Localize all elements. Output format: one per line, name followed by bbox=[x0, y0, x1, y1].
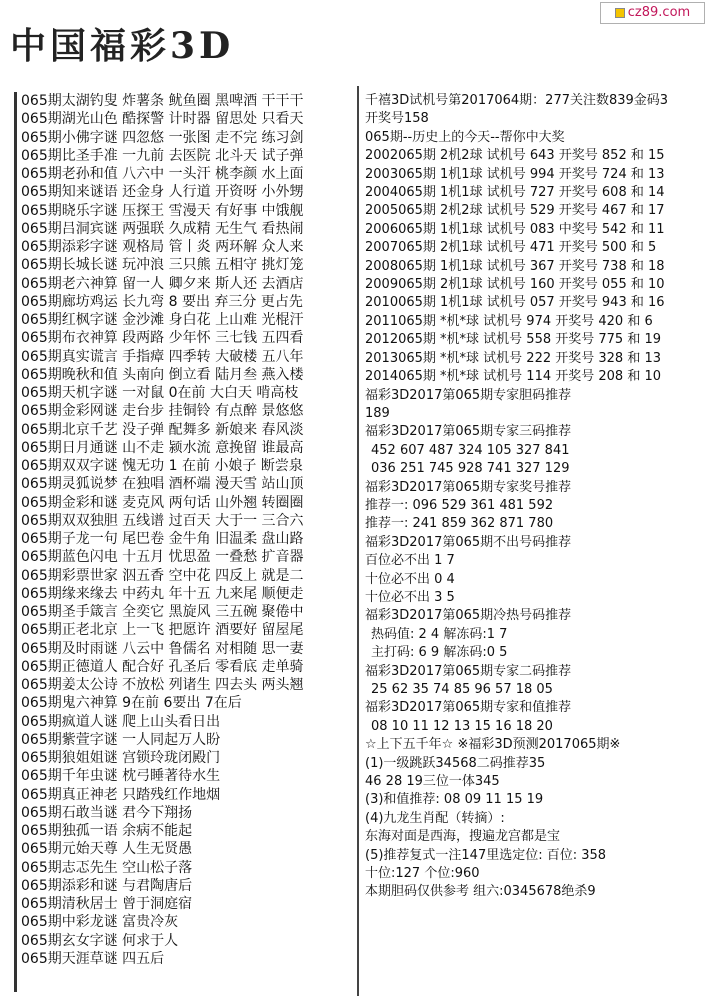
prediction-line: (5)推荐复式一注147里选定位: 百位: 358 bbox=[365, 847, 607, 863]
riddle-row: 065期晚秋和值 头南向 倒立看 陆月叁 燕入楼 bbox=[21, 366, 304, 383]
site-badge[interactable] bbox=[600, 2, 705, 24]
prediction-line: 十位:127 个位:960 bbox=[365, 866, 480, 882]
riddle-row: 065期太湖钓叟 炸薯条 鱿鱼圈 黑啤酒 干干干 bbox=[21, 93, 304, 109]
prediction-line: 热码值: 2 4 解冻码:1 7 bbox=[371, 626, 508, 642]
prediction-line: (1)一级跳跃34568二码推荐35 bbox=[365, 755, 546, 771]
site-logo-icon bbox=[615, 8, 625, 18]
riddle-row: 065期湖光山色 酷探警 计时器 留思处 只看天 bbox=[21, 111, 304, 128]
prediction-line: 2005065期 2机2球 试机号 529 开奖号 467 和 17 bbox=[365, 203, 665, 219]
prediction-line: 2002065期 2机2球 试机号 643 开奖号 852 和 15 bbox=[365, 148, 665, 164]
riddle-row: 065期长城长谜 玩冲浪 三只熊 五相守 挑灯笼 bbox=[21, 257, 304, 274]
riddle-row: 065期狼姐姐谜 宫锁玲珑闭殿门 bbox=[21, 750, 221, 766]
prediction-line: 065期--历史上的今天--帮你中大奖 bbox=[365, 129, 565, 145]
riddle-row: 065期廊坊鸡运 长九弯 8 要出 弃三分 更占先 bbox=[21, 293, 303, 310]
prediction-line: 452 607 487 324 105 327 841 bbox=[371, 442, 570, 458]
riddle-row: 065期布衣神算 段两路 少年怀 三七钱 五四看 bbox=[21, 330, 304, 347]
riddle-row: 065期姜太公诗 不放松 列诸生 四去头 两头翘 bbox=[21, 677, 304, 693]
riddle-row: 065期添彩字谜 观格局 管丨炎 两环解 众人来 bbox=[21, 239, 304, 255]
riddle-row: 065期正德道人 配合好 孔圣后 零看底 走单骑 bbox=[21, 658, 304, 675]
prediction-line: 百位必不出 1 7 bbox=[365, 553, 455, 569]
prediction-line: 开奖号158 bbox=[365, 111, 429, 127]
prediction-line: 2007065期 2机1球 试机号 471 开奖号 500 和 5 bbox=[365, 240, 657, 256]
prediction-line: 2010065期 1机1球 试机号 057 开奖号 943 和 16 bbox=[365, 295, 665, 311]
riddle-row: 065期日月通谜 山不走 颍水流 意挽留 谁最高 bbox=[21, 439, 304, 456]
prediction-line: 福彩3D2017第065期专家二码推荐 bbox=[365, 663, 572, 679]
prediction-line: 2006065期 1机1球 试机号 083 中奖号 542 和 11 bbox=[365, 221, 665, 237]
lottery-logo: 中国福彩3D bbox=[10, 25, 235, 67]
riddle-row: 065期彩票世家 泅五香 空中花 四反上 就是二 bbox=[21, 567, 304, 584]
prediction-line: 2013065期 *机*球 试机号 222 开奖号 328 和 13 bbox=[365, 350, 661, 366]
riddle-row: 065期天机字谜 一对鼠 0在前 大白天 啃高枝 bbox=[21, 385, 299, 401]
prediction-line: 福彩3D2017第065期不出号码推荐 bbox=[365, 534, 572, 550]
prediction-line: 2014065期 *机*球 试机号 114 开奖号 208 和 10 bbox=[365, 369, 661, 385]
riddle-row: 065期老孙和值 八六中 一头汗 桃李颜 水上面 bbox=[21, 166, 304, 182]
riddle-row: 065期北京千艺 没子弹 配舞多 新娘来 春风淡 bbox=[21, 421, 304, 438]
riddle-row: 065期双双字谜 愧无功 1 在前 小娘子 断尝泉 bbox=[21, 458, 303, 474]
riddle-row: 065期老六神算 留一人 卿夕来 斯人还 去酒店 bbox=[21, 275, 304, 292]
riddle-row: 065期比圣手准 一九前 去医院 北斗天 试子弹 bbox=[21, 147, 304, 164]
prediction-line: 主打码: 6 9 解冻码:0 5 bbox=[371, 645, 508, 661]
prediction-line: 十位必不出 3 5 bbox=[365, 589, 455, 605]
prediction-line: 十位必不出 0 4 bbox=[365, 571, 455, 587]
prediction-line: 福彩3D2017第065期专家奖号推荐 bbox=[365, 479, 572, 495]
prediction-line: 2012065期 *机*球 试机号 558 开奖号 775 和 19 bbox=[365, 332, 661, 348]
riddle-row: 065期缘来缘去 中药丸 年十五 九来尾 顺便走 bbox=[21, 585, 304, 602]
page-header bbox=[0, 0, 709, 84]
prediction-line: 2003065期 1机1球 试机号 994 开奖号 724 和 13 bbox=[365, 166, 665, 182]
riddle-row: 065期真正神老 只踏残红作地烟 bbox=[21, 786, 221, 803]
prediction-line: 2008065期 1机1球 试机号 367 开奖号 738 和 18 bbox=[365, 258, 665, 274]
riddle-row: 065期吕洞宾谜 两强联 久成精 无生气 看热闹 bbox=[21, 220, 304, 237]
prediction-line: 东海对面是西海，搜遍龙宫都是宝 bbox=[365, 829, 561, 845]
riddle-row: 065期中彩龙谜 富贵冷灰 bbox=[21, 914, 179, 931]
riddle-row: 065期疯道人谜 爬上山头看日出 bbox=[21, 713, 221, 730]
prediction-panel bbox=[365, 92, 695, 992]
site-badge-text: cz89.com bbox=[627, 5, 691, 20]
riddle-row: 065期独孤一语 余病不能起 bbox=[21, 823, 193, 839]
prediction-line: 46 28 19三位一体345 bbox=[365, 774, 500, 790]
riddle-row: 065期蓝色闪电 十五月 忧思盈 一叠愁 扩音器 bbox=[21, 549, 304, 566]
column-divider bbox=[357, 86, 359, 996]
riddle-row: 065期千年虫谜 枕弓睡著待水生 bbox=[21, 768, 221, 785]
riddle-row: 065期灵狐说梦 在独唱 酒杯端 漫天雪 站山顶 bbox=[21, 476, 304, 493]
riddle-row: 065期真实谎言 手指瘴 四季转 大破楼 五八年 bbox=[21, 348, 304, 365]
prediction-line: 千禧3D试机号第2017064期：277关注数839金码3 bbox=[365, 93, 669, 108]
riddle-row: 065期志忑先生 空山松子落 bbox=[21, 859, 193, 876]
riddle-row: 065期知来谜语 还金身 人行道 开资呀 小外甥 bbox=[21, 184, 304, 201]
riddle-row: 065期双双独胆 五线谱 过百天 大于一 三合六 bbox=[21, 512, 304, 529]
riddle-row: 065期紫萱字谜 一人同起万人盼 bbox=[21, 731, 221, 748]
prediction-line: 福彩3D2017第065期专家和值推荐 bbox=[365, 700, 572, 716]
prediction-line: 036 251 745 928 741 327 129 bbox=[371, 461, 570, 477]
riddle-list bbox=[14, 92, 357, 992]
riddle-row: 065期石敢当谜 君今下翔扬 bbox=[21, 804, 193, 821]
prediction-line: 2009065期 2机1球 试机号 160 开奖号 055 和 10 bbox=[365, 277, 665, 293]
prediction-line: 推荐一: 241 859 362 871 780 bbox=[365, 516, 554, 532]
riddle-row: 065期及时雨谜 八云中 鲁儒名 对相随 思一妻 bbox=[21, 640, 304, 657]
riddle-row: 065期金彩和谜 麦克风 两句话 山外翘 转圈圈 bbox=[21, 494, 304, 511]
prediction-line: ☆上下五千年☆ ※福彩3D预测2017065期※ bbox=[365, 737, 621, 753]
riddle-row: 065期天涯草谜 四五后 bbox=[21, 950, 165, 967]
prediction-line: 推荐一: 096 529 361 481 592 bbox=[365, 497, 554, 513]
prediction-line: 2004065期 1机1球 试机号 727 开奖号 608 和 14 bbox=[365, 185, 665, 201]
prediction-line: 08 10 11 12 13 15 16 18 20 bbox=[371, 718, 553, 734]
prediction-line: 2011065期 *机*球 试机号 974 开奖号 420 和 6 bbox=[365, 313, 653, 329]
riddle-row: 065期清秋居士 曾于洞庭宿 bbox=[21, 896, 193, 912]
prediction-line: 福彩3D2017第065期专家胆码推荐 bbox=[365, 387, 572, 403]
riddle-row: 065期添彩和谜 与君陶唐后 bbox=[21, 877, 193, 894]
riddle-row: 065期晓乐字谜 压探王 雪漫天 有好事 中饿舰 bbox=[21, 202, 304, 219]
prediction-line: 25 62 35 74 85 96 57 18 05 bbox=[371, 682, 553, 697]
prediction-line: 本期胆码仅供参考 组六:0345678绝杀9 bbox=[365, 884, 596, 900]
riddle-row: 065期正老北京 上一飞 把愿许 酒要好 留屋尾 bbox=[21, 622, 304, 639]
riddle-row: 065期小佛字谜 四忽悠 一张图 走不完 练习剑 bbox=[21, 129, 304, 146]
riddle-row: 065期圣手箴言 全奕它 黑旋风 三五碗 聚倦中 bbox=[21, 604, 304, 620]
prediction-line: (4)九龙生肖配（转摘）: bbox=[365, 810, 505, 826]
prediction-line: 福彩3D2017第065期冷热号码推荐 bbox=[365, 608, 572, 624]
riddle-row: 065期红枫字谜 金沙滩 身白花 上山难 光棍汗 bbox=[21, 312, 304, 328]
riddle-row: 065期鬼六神算 9在前 6要出 7在后 bbox=[21, 695, 242, 712]
prediction-line: 福彩3D2017第065期专家三码推荐 bbox=[365, 424, 572, 440]
riddle-row: 065期子龙一句 尾巴卷 金牛角 旧温柔 盘山路 bbox=[21, 531, 304, 547]
riddle-row: 065期金彩网谜 走台步 挂铜铃 有点醉 景悠悠 bbox=[21, 403, 304, 420]
prediction-line: 189 bbox=[365, 405, 390, 421]
riddle-row: 065期元始天尊 人生无贤愚 bbox=[21, 841, 193, 858]
prediction-line: (3)和值推荐: 08 09 11 15 19 bbox=[365, 792, 544, 808]
riddle-row: 065期玄女字谜 何求于人 bbox=[21, 932, 179, 949]
